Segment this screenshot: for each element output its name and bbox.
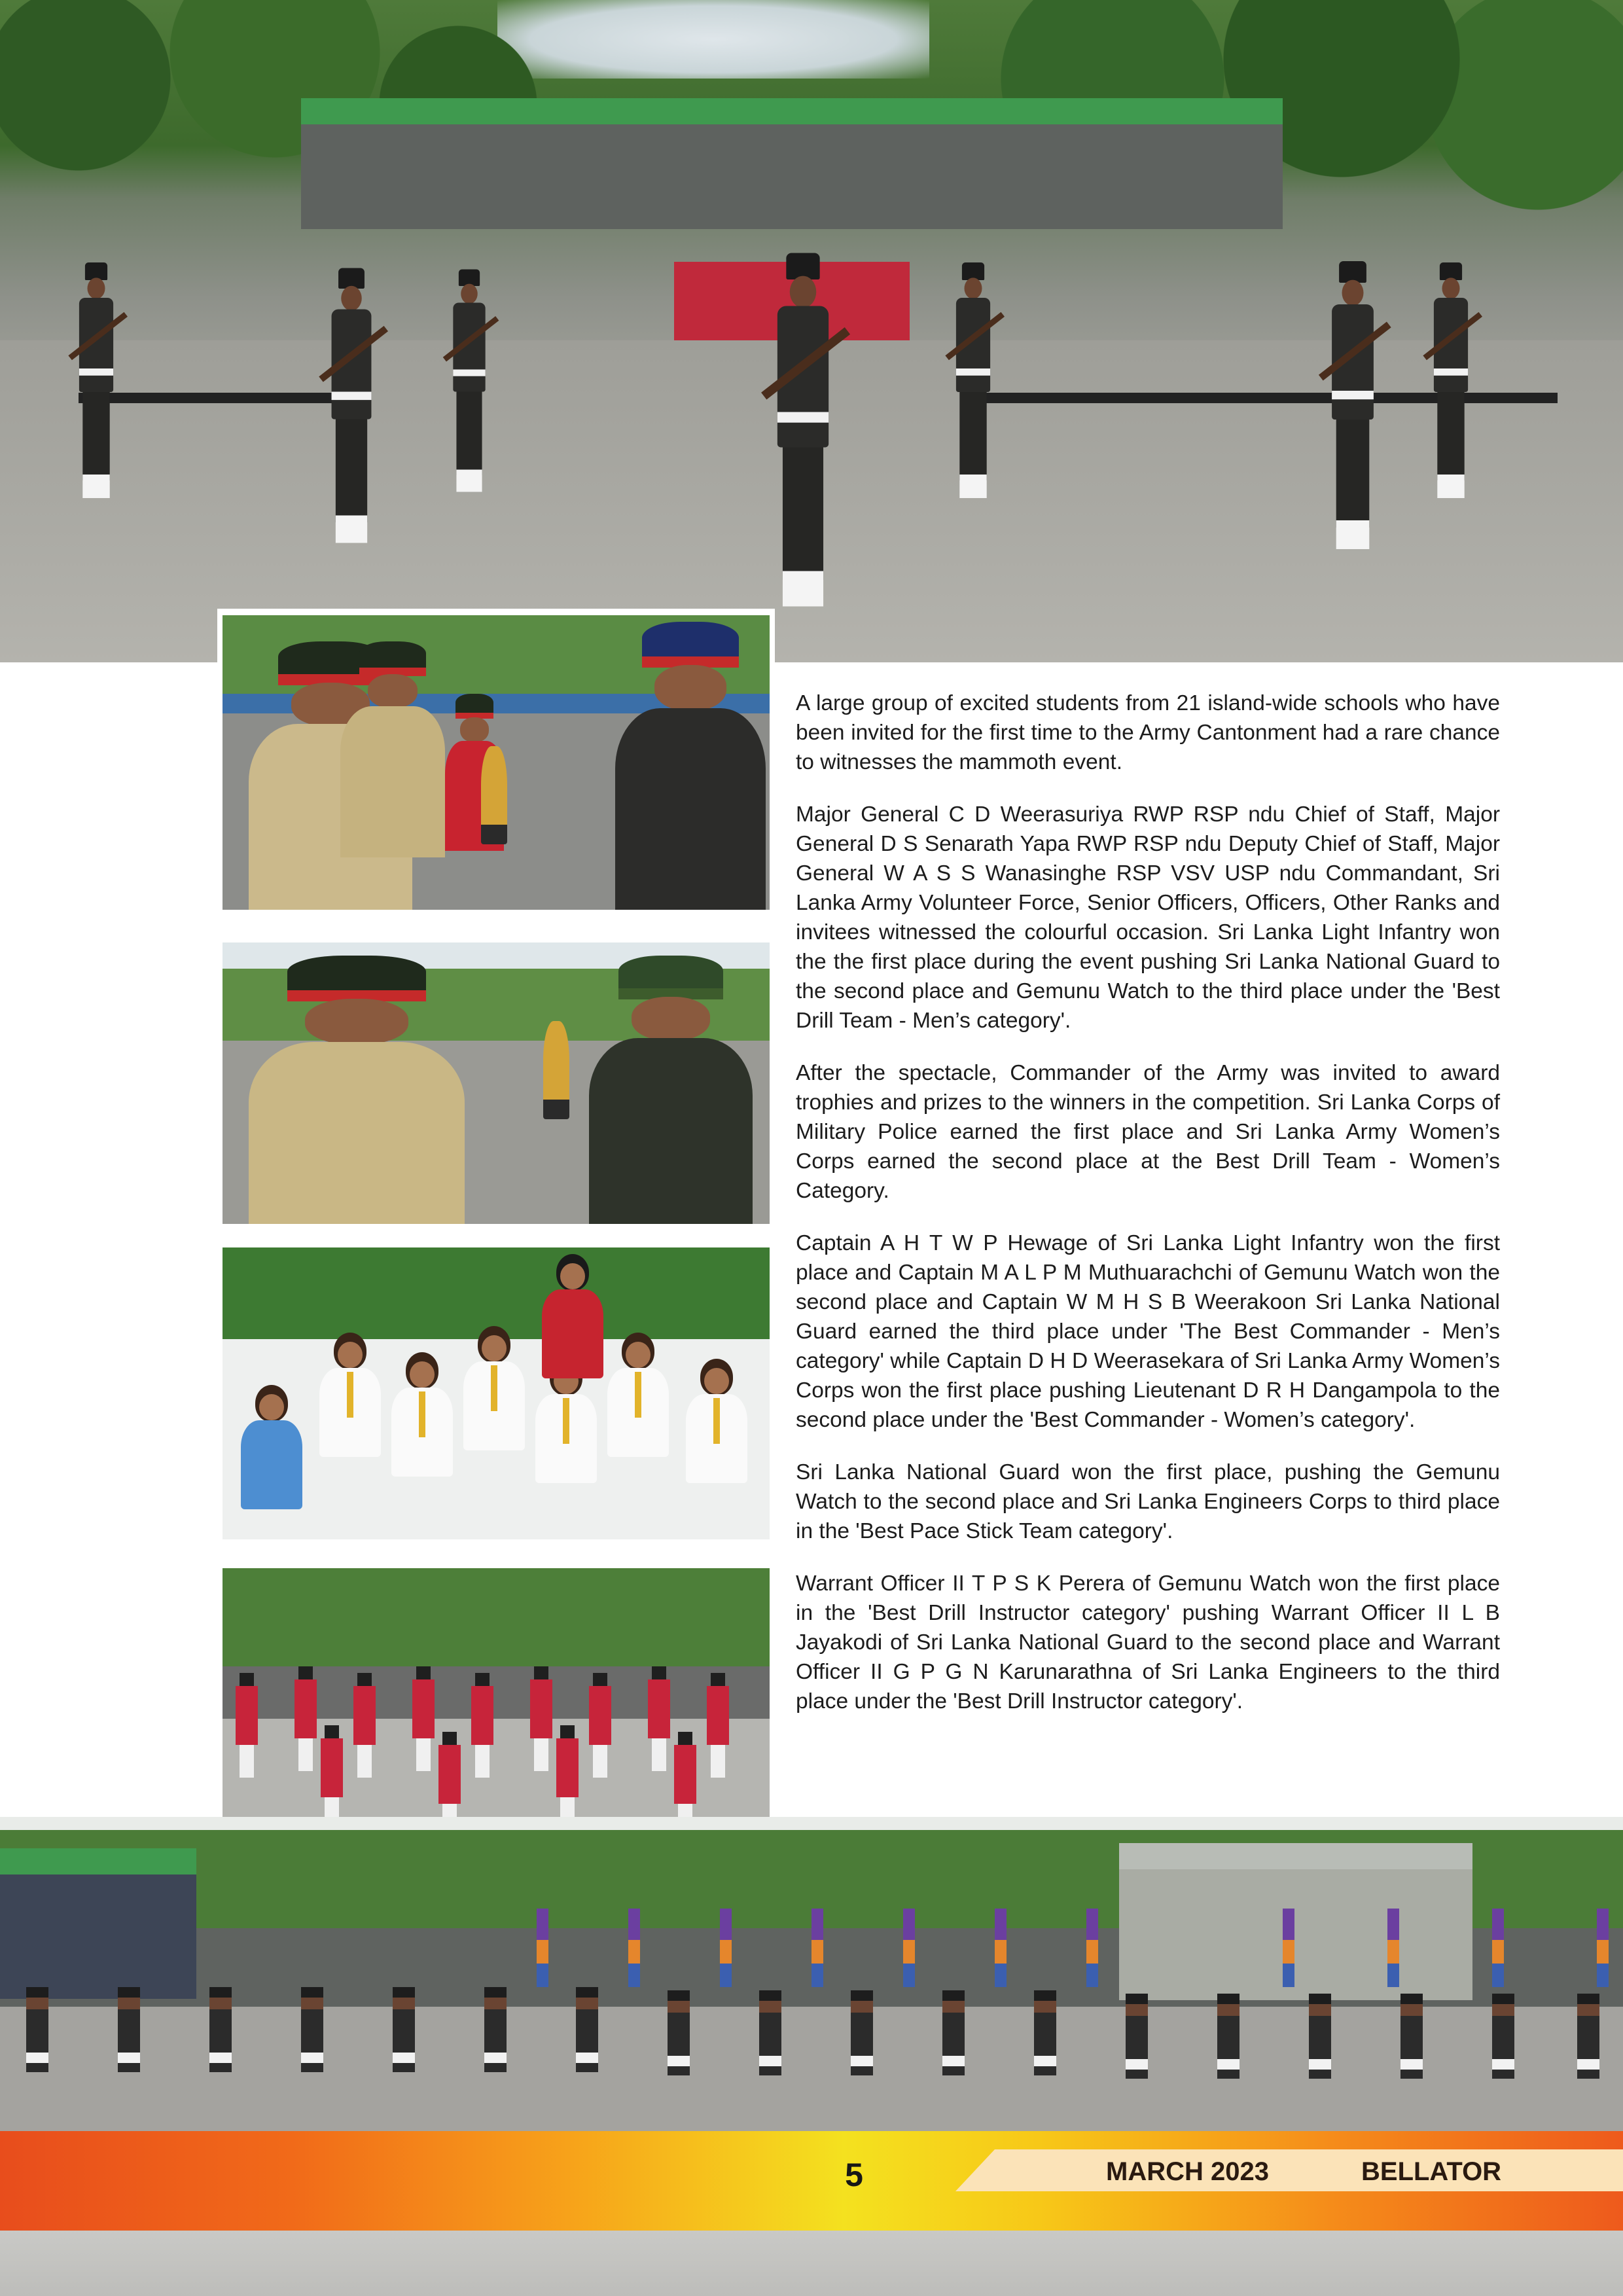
banner-flag (720, 1909, 732, 1987)
soldier-figure (26, 1987, 48, 2072)
soldier-figure (1492, 1994, 1514, 2079)
student-figure (314, 1333, 386, 1457)
photo-pipe-band (223, 1568, 770, 1856)
soldier-figure (952, 262, 995, 510)
hero-photo-drill-parade (0, 0, 1623, 662)
building-left (0, 1848, 196, 1999)
student-figure (681, 1359, 753, 1483)
piper-figure (556, 1725, 579, 1830)
soldier-figure (1577, 1994, 1599, 2079)
piper-figure (471, 1673, 493, 1778)
banner-flag (1387, 1909, 1399, 1987)
piper-figure (236, 1673, 258, 1778)
commander-figure (249, 956, 465, 1224)
pavilion-building (301, 98, 1283, 229)
soldier-figure (1126, 1994, 1148, 2079)
piper-figure (321, 1725, 343, 1830)
soldier-figure (449, 270, 490, 503)
student-figure (458, 1326, 530, 1450)
piper-figure (648, 1666, 670, 1771)
article-paragraph: Sri Lanka National Guard won the first place, pushing the Gemunu Watch to the second place and Sri Lanka Engineers Corps to third place in the 'Best Pace Stick Team category'. (796, 1460, 1500, 1543)
student-figure (236, 1385, 308, 1509)
soldier-figure-lead (770, 253, 836, 624)
student-figure (602, 1333, 674, 1457)
soldier-figure (576, 1987, 598, 2072)
soldier-figure (75, 262, 118, 510)
soldier-figure (209, 1987, 232, 2072)
piper-figure (589, 1673, 611, 1778)
soldier-figure (1034, 1990, 1056, 2075)
photo-students-applauding (223, 1247, 770, 1539)
footer-ground-strip (0, 2231, 1623, 2296)
soldier-figure (1400, 1994, 1423, 2079)
banner-flag (812, 1909, 823, 1987)
winner-figure (615, 622, 766, 910)
trophy (543, 1021, 569, 1119)
banner-flag (1086, 1909, 1098, 1987)
soldier-figure (326, 268, 377, 557)
photo-trophy-presentation-men (223, 615, 770, 910)
soldier-figure (851, 1990, 873, 2075)
issue-date: MARCH 2023 (1106, 2157, 1269, 2186)
building-right (1119, 1843, 1472, 2000)
piper-figure (707, 1673, 729, 1778)
student-figure (386, 1352, 458, 1477)
soldier-figure (1217, 1994, 1240, 2079)
soldier-figure (537, 1254, 609, 1378)
trophy (481, 746, 507, 844)
soldier-figure (668, 1990, 690, 2075)
officer-figure (340, 641, 445, 857)
piper-figure (294, 1666, 317, 1771)
footer-tab (955, 2149, 1623, 2191)
soldier-figure (118, 1987, 140, 2072)
soldier-figure (942, 1990, 965, 2075)
soldier-figure (759, 1990, 781, 2075)
page-number: 5 (845, 2157, 863, 2193)
soldier-figure (301, 1987, 323, 2072)
soldier-figure (1429, 262, 1473, 510)
banner-flag (1597, 1909, 1609, 1987)
soldier-figure (1309, 1994, 1331, 2079)
article-paragraph: Captain A H T W P Hewage of Sri Lanka Light Infantry won the first place and Captain M A L P M Muthuarachchi of Gemunu Watch won the second place and Captain W M H S B Weerakoon Sri Lanka National Guard earned the third place under 'The Best Commander - Men’s category' while Captain D H D Weerasekara of Sri Lanka Army Women’s Corps won the first place pushing Lieutenant D R H Dangampola to the second place under the 'Best Commander - Women’s category'. (796, 1231, 1500, 1432)
winner-figure (589, 956, 753, 1224)
banner-flag (1283, 1909, 1294, 1987)
banner-flag (628, 1909, 640, 1987)
banner-flag (1492, 1909, 1504, 1987)
piper-figure (353, 1673, 376, 1778)
article-paragraph: Warrant Officer II T P S K Perera of Gemunu Watch won the first place in the 'Best Drill Instructor category' pushing Warrant Officer II L B Jayakodi of Sri Lanka National Guard to the second place and Warrant Officer II G P G N Karunarathna of Sri Lanka Engineers to the third place under the 'Best Drill Instructor category'. (796, 1571, 1500, 1713)
banner-flag (903, 1909, 915, 1987)
soldier-rank-left (79, 393, 353, 403)
banner-flag (995, 1909, 1007, 1987)
magazine-name: BELLATOR (1361, 2157, 1502, 2186)
soldier-figure (1326, 261, 1379, 564)
article-paragraph: A large group of excited students from 21 island-wide schools who have been invited for the first time to the Army Cantonment had a rare chance to witnesses the mammoth event. (796, 691, 1500, 774)
article-paragraph: Major General C D Weerasuriya RWP RSP ndu Chief of Staff, Major General D S Senarath Yapa RWP RSP ndu Deputy Chief of Staff, Major General W A S S Wanasinghe RSP VSV USP ndu Commandant, Sri Lanka Army Volunteer Force, Senior Officers, Officers, Other Ranks and invitees witnessed the colourful occasion. Sri Lanka Light Infantry won the the first place during the event pushing Sri Lanka National Guard to the second place and Gemunu Watch to the third place under the 'Best Drill Team - Men’s category'. (796, 802, 1500, 1033)
soldier-figure (484, 1987, 507, 2072)
banner-flag (537, 1909, 548, 1987)
hero-photo-formation-line (0, 1817, 1623, 2131)
piper-figure (530, 1666, 552, 1771)
article-body (796, 689, 1500, 1739)
photo-trophy-presentation-women (223, 942, 770, 1224)
piper-figure (412, 1666, 435, 1771)
article-paragraph: After the spectacle, Commander of the Army was invited to award trophies and prizes to the winners in the competition. Sri Lanka Corps of Military Police earned the first place and Sri Lanka Army Women’s Corps earned the second place at the Best Drill Team - Women’s Category. (796, 1061, 1500, 1203)
soldier-figure (393, 1987, 415, 2072)
